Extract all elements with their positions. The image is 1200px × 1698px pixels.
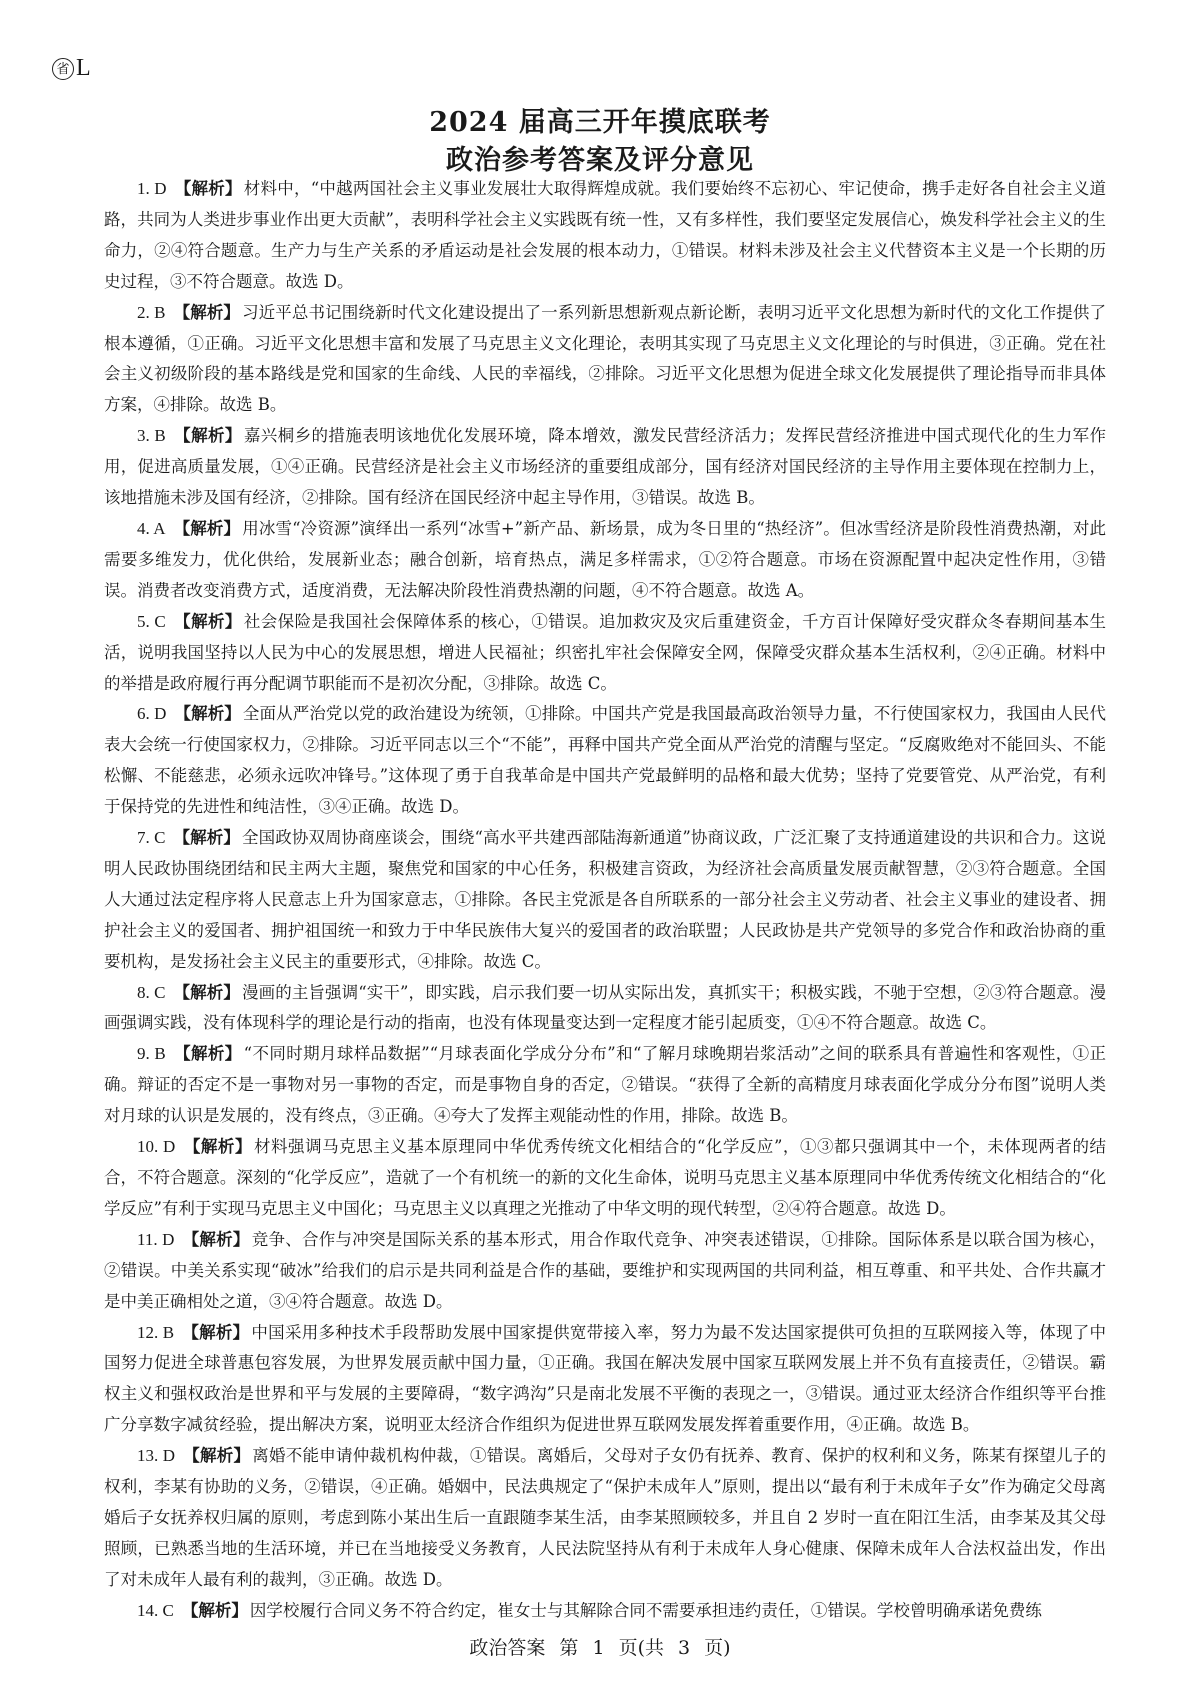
analysis-text: 全国政协双周协商座谈会，围绕“高水平共建西部陆海新通道”协商议政，广泛汇聚了支持通道建设的共识和合力。这说明人民政协围绕团结和民主两大主题，聚焦党和国家的中心任务，积极建言资政，为经济社会高质量发展贡献智慧，②③符合题意。全国人大通过法定程序将人民意志上升为国家意志，①排除。各民主党派是各自所联系的一部分社会主义劳动者、社会主义事业的建设者、拥护社会主义的爱国者、拥护祖国统一和致力于中华民族伟大复兴的爱国者的政治联盟；人民政协是共产党领导的多党合作和政治协商的重要机构，是发扬社会主义民主的重要形式，④排除。故选 C。 — [104, 828, 1107, 971]
analysis-text: 离婚不能申请仲裁机构仲裁，①错误。离婚后，父母对子女仍有抚养、教育、保护的权利和义务，陈某有探望儿子的权利，李某有协助的义务，②错误，④正确。婚姻中，民法典规定了“保护未成年人”原则，提出以“最有利于未成年子女”作为确定父母离婚后子女抚养权归属的原则，考虑到陈小某出生后一直跟随李某生活，由李某照顾较多，并且自 2 岁时一直在阳江生活，由李某及其父母照顾，已熟悉当地的生活环境，并已在当地接受义务教育，人民法院坚持从有利于未成年人身心健康、保障未成年人合法权益出发，作出了对未成年人最有利的裁判，③正确。故选 D。 — [104, 1446, 1107, 1589]
analysis-tag: 【解析】 — [173, 611, 242, 631]
analysis-tag: 【解析】 — [173, 426, 242, 446]
circled-mark-icon: 省 — [52, 58, 74, 80]
answer-number: 13. D — [137, 1446, 176, 1466]
page-footer: 政治答案 第 1 页(共 3 页) — [469, 1637, 731, 1659]
answer-item — [104, 1318, 1106, 1442]
analysis-tag: 【解析】 — [173, 1044, 242, 1064]
analysis-tag: 【解析】 — [183, 1137, 252, 1157]
analysis-tag: 【解析】 — [182, 1229, 250, 1249]
answer-number: 3. B — [137, 426, 166, 446]
answer-item — [104, 978, 1106, 1040]
answer-number: 6. D — [137, 704, 167, 724]
answer-item — [104, 298, 1106, 422]
answer-item — [104, 699, 1106, 823]
analysis-text: 竞争、合作与冲突是国际关系的基本形式，用合作取代竞争、冲突表述错误，①排除。国际体系是以联合国为核心，②错误。中美关系实现“破冰”给我们的启示是共同利益是合作的基础，要维护和实现两国的共同利益，相互尊重、和平共处、合作共赢才是中美正确相处之道，③④符合题意。故选 D。 — [104, 1229, 1106, 1311]
analysis-tag: 【解析】 — [173, 828, 240, 848]
answer-number: 7. C — [137, 828, 166, 848]
answer-item — [104, 823, 1106, 978]
analysis-text: 因学校履行合同义务不符合约定，崔女士与其解除合同不需要承担违约责任，①错误。学校曾明确承诺免费练 — [249, 1600, 1042, 1620]
analysis-text: 漫画的主旨强调“实干”，即实践，启示我们要一切从实际出发，真抓实干；积极实践，不驰于空想，②③符合题意。漫画强调实践，没有体现科学的理论是行动的指南，也没有体现量变达到一定程度才能引起质变，①④不符合题意。故选 C。 — [104, 982, 1107, 1033]
answer-number: 11. D — [137, 1229, 175, 1249]
answer-number: 5. C — [137, 611, 166, 631]
corner-mark — [52, 55, 91, 82]
answer-item — [104, 1225, 1106, 1318]
analysis-tag: 【解析】 — [173, 982, 240, 1002]
analysis-text: 材料强调马克思主义基本原理同中华优秀传统文化相结合的“化学反应”，①③都只强调其中一个，未体现两者的结合，不符合题意。深刻的“化学反应”，造就了一个有机统一的新的文化生命体，说明马克思主义基本原理同中华优秀传统文化相结合的“化学反应”有利于实现马克思主义中国化；马克思主义以真理之光推动了中华文明的现代转型，②④符合题意。故选 D。 — [104, 1137, 1107, 1218]
answer-item — [104, 514, 1106, 607]
analysis-tag: 【解析】 — [181, 1600, 248, 1620]
analysis-tag: 【解析】 — [182, 1322, 250, 1342]
answer-item — [104, 1132, 1106, 1225]
analysis-text: 中国采用多种技术手段帮助发展中国家提供宽带接入率，努力为最不发达国家提供可负担的互联网接入等，体现了中国努力促进全球普惠包容发展，为世界发展贡献中国力量，①正确。我国在解决发展中国家互联网发展上并不负有直接责任，②错误。霸权主义和强权政治是世界和平与发展的主要障碍，“数字鸿沟”只是南北发展不平衡的表现之一，③错误。通过亚太经济合作组织等平台推广分享数字减贫经验，提出解决方案，说明亚太经济合作组织为促进世界互联网发展发挥着重要作用，④正确。故选 B。 — [104, 1322, 1107, 1435]
analysis-text: “不同时期月球样品数据”“月球表面化学成分分布”和“了解月球晚期岩浆活动”之间的联系具有普遍性和客观性，①正确。辩证的否定不是一事物对另一事物的否定，而是事物自身的否定，②错误。“获得了全新的高精度月球表面化学成分分布图”说明人类对月球的认识是发展的，没有终点，③正确。④夸大了发挥主观能动性的作用，排除。故选 B。 — [104, 1044, 1106, 1126]
analysis-tag: 【解析】 — [183, 1446, 251, 1466]
answer-number: 1. D — [137, 179, 167, 198]
analysis-tag: 【解析】 — [174, 704, 241, 724]
analysis-text: 嘉兴桐乡的措施表明该地优化发展环境，降本增效，激发民营经济活力；发挥民营经济推进中国式现代化的生力军作用，促进高质量发展，①④正确。民营经济是社会主义市场经济的重要组成部分，国有经济对国民经济的主导作用主要体现在控制力上，该地措施未涉及国有经济，②排除。国有经济在国民经济中起主导作用，③错误。故选 B。 — [104, 426, 1107, 508]
answer-number: 10. D — [137, 1137, 176, 1157]
corner-letter: L — [76, 55, 91, 81]
answers-body — [104, 174, 1106, 1627]
answer-number: 4. A — [137, 518, 166, 538]
answer-number: 2. B — [137, 302, 166, 322]
answer-item — [104, 1596, 1106, 1627]
answer-item — [104, 174, 1106, 298]
exam-title: 2024 届高三开年摸底联考 — [429, 107, 771, 138]
answer-number: 9. B — [137, 1044, 166, 1064]
answer-number: 14. C — [137, 1600, 174, 1620]
answer-title: 政治参考答案及评分意见 — [446, 145, 754, 176]
analysis-tag: 【解析】 — [173, 302, 241, 322]
answer-number: 8. C — [137, 982, 166, 1002]
analysis-text: 社会保险是我国社会保障体系的核心，①错误。追加救灾及灾后重建资金，千方百计保障好受灾群众冬春期间基本生活，说明我国坚持以人民为中心的发展思想，增进人民福祉；织密扎牢社会保障安全网，保障受灾群众基本生活权利，②④正确。材料中的举措是政府履行再分配调节职能而不是初次分配，③排除。故选 C。 — [104, 611, 1107, 693]
analysis-text: 全面从严治党以党的政治建设为统领，①排除。中国共产党是我国最高政治领导力量，不行使国家权力，我国由人民代表大会统一行使国家权力，②排除。习近平同志以三个“不能”，再释中国共产党全面从严治党的清醒与坚定。“反腐败绝对不能回头、不能松懈、不能慈悲，必须永远吹冲锋号。”这体现了勇于自我革命是中国共产党最鲜明的品格和最大优势；坚持了党要管党、从严治党，有利于保持党的先进性和纯洁性，③④正确。故选 D。 — [104, 704, 1107, 817]
analysis-tag: 【解析】 — [174, 179, 242, 198]
analysis-tag: 【解析】 — [173, 518, 241, 538]
answer-item — [104, 421, 1106, 514]
analysis-text: 习近平总书记围绕新时代文化建设提出了一系列新思想新观点新论断，表明习近平文化思想为新时代的文化工作提供了根本遵循，①正确。习近平文化思想丰富和发展了马克思主义文化理论，表明其实现了马克思主义文化理论的与时俱进，③正确。党在社会主义初级阶段的基本路线是党和国家的生命线、人民的幸福线，②排除。习近平文化思想为促进全球文化发展提供了理论指导而非具体方案，④排除。故选 B。 — [104, 302, 1107, 415]
analysis-text: 材料中，“中越两国社会主义事业发展壮大取得辉煌成就。我们要始终不忘初心、牢记使命，携手走好各自社会主义道路，共同为人类进步事业作出更大贡献”，表明科学社会主义实践既有统一性，又有多样性，我们要坚定发展信心，焕发科学社会主义的生命力，②④符合题意。生产力与生产关系的矛盾运动是社会发展的根本动力，①错误。材料未涉及社会主义代替资本主义是一个长期的历史过程，③不符合题意。故选 D。 — [104, 179, 1107, 291]
analysis-text: 用冰雪“冷资源”演绎出一系列“冰雪+”新产品、新场景，成为冬日里的“热经济”。但冰雪经济是阶段性消费热潮，对此需要多维发力，优化供给，发展新业态；融合创新，培育热点，满足多样需求，①②符合题意。市场在资源配置中起决定性作用，③错误。消费者改变消费方式，适度消费，无法解决阶段性消费热潮的问题，④不符合题意。故选 A。 — [104, 518, 1107, 600]
answer-item — [104, 1441, 1106, 1596]
answer-item — [104, 1039, 1106, 1132]
answer-item — [104, 607, 1106, 700]
answer-number: 12. B — [137, 1322, 175, 1342]
